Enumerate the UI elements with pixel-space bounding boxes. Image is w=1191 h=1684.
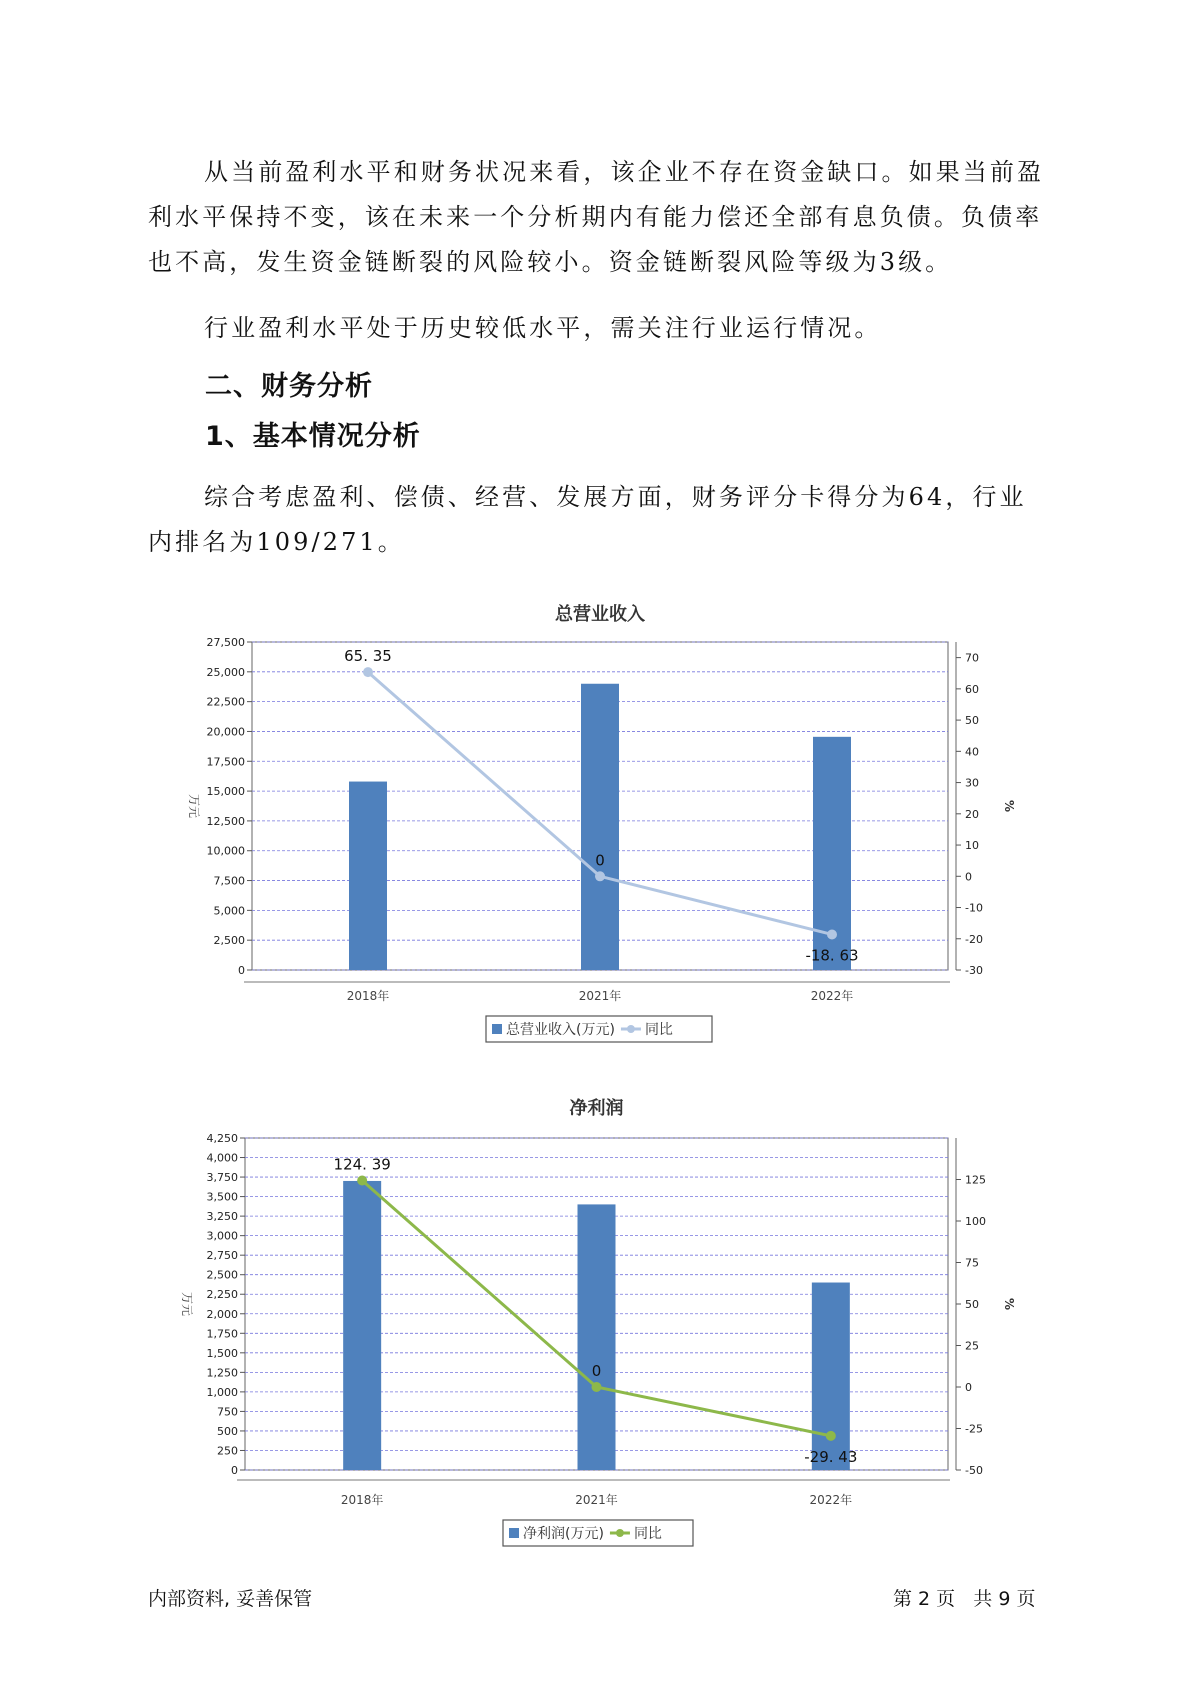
bar — [343, 1181, 381, 1470]
x-tick-label: 2021年 — [575, 1493, 618, 1507]
data-label: 0 — [591, 1362, 602, 1380]
y2-tick-label: 75 — [965, 1256, 979, 1270]
yoy-point — [827, 929, 837, 939]
y-tick-label: 3,000 — [206, 1229, 238, 1243]
y-tick-label: 12,500 — [206, 814, 245, 828]
y-tick-label: 1,000 — [206, 1385, 238, 1399]
bar — [578, 1204, 616, 1470]
y-tick-label: 2,000 — [206, 1307, 238, 1321]
y-tick-label: 250 — [217, 1444, 238, 1458]
legend-bar-label: 总营业收入(万元) — [506, 1022, 615, 1038]
y2-tick-label: 50 — [965, 714, 979, 728]
y2-tick-label: -30 — [965, 964, 983, 977]
chart-title: 净利润 — [569, 1098, 624, 1119]
y-tick-label: 2,250 — [206, 1288, 238, 1302]
y-tick-label: 1,250 — [206, 1366, 238, 1380]
net-profit-chart — [0, 1090, 1191, 1560]
x-tick-label: 2022年 — [809, 1493, 853, 1507]
y-tick-label: 20,000 — [206, 725, 245, 739]
y2-axis-title: % — [1002, 1297, 1016, 1311]
x-tick-label: 2018年 — [340, 1493, 384, 1507]
footer-page-number: 第 2 页 共 9 页 — [893, 1588, 1036, 1610]
y-tick-label: 2,500 — [213, 934, 245, 948]
y2-tick-label: 70 — [965, 651, 979, 665]
x-tick-label: 2022年 — [810, 989, 854, 1003]
y2-axis-title: % — [1002, 799, 1016, 813]
paragraph-risk: 从当前盈利水平和财务状况来看，该企业不存在资金缺口。如果当前盈利水平保持不变，该在未来一个分析期内有能力偿还全部有息负债。负债率也不高，发生资金链断裂的风险较小。资金链断裂风险等级为3级。 — [148, 158, 1045, 276]
y2-tick-label: 0 — [965, 870, 972, 884]
data-label: 65. 35 — [344, 647, 392, 666]
y-axis-title: 万元 — [180, 1291, 194, 1317]
y-tick-label: 7,500 — [213, 874, 245, 888]
y2-tick-label: 60 — [965, 682, 979, 696]
data-label: 124. 39 — [333, 1155, 391, 1174]
yoy-point — [592, 1382, 602, 1392]
legend-line-label: 同比 — [644, 1022, 673, 1038]
yoy-point — [363, 667, 373, 677]
y2-tick-label: -25 — [965, 1422, 983, 1436]
bar — [812, 1283, 850, 1470]
y-tick-label: 750 — [217, 1405, 238, 1419]
yoy-point — [595, 871, 605, 881]
y-tick-label: 15,000 — [206, 785, 245, 799]
y2-tick-label: 10 — [965, 839, 979, 853]
y-tick-label: 25,000 — [206, 665, 245, 679]
y2-tick-label: 125 — [965, 1173, 986, 1187]
legend-line-marker — [616, 1529, 624, 1537]
y-axis-title: 万元 — [187, 793, 201, 819]
y-tick-label: 27,500 — [206, 636, 245, 649]
y2-tick-label: 25 — [965, 1339, 979, 1353]
x-tick-label: 2018年 — [346, 989, 390, 1003]
y-tick-label: 1,500 — [206, 1346, 238, 1360]
subsection-heading: 1、基本情况分析 — [205, 421, 421, 452]
yoy-point — [357, 1176, 367, 1186]
y-tick-label: 0 — [238, 964, 245, 977]
legend-line-label: 同比 — [633, 1526, 662, 1542]
y-tick-label: 1,750 — [206, 1327, 238, 1341]
y2-tick-label: -20 — [965, 932, 983, 946]
y-tick-label: 2,500 — [206, 1268, 238, 1282]
y-tick-label: 3,250 — [206, 1210, 238, 1224]
y-tick-label: 0 — [231, 1464, 238, 1477]
y2-tick-label: 20 — [965, 807, 979, 821]
chart-title: 总营业收入 — [555, 604, 645, 625]
revenue-chart — [0, 590, 1191, 1050]
y-tick-label: 22,500 — [206, 695, 245, 709]
bar — [349, 782, 387, 970]
y2-tick-label: 0 — [965, 1381, 972, 1394]
legend-bar-label: 净利润(万元) — [523, 1526, 604, 1542]
y-tick-label: 3,500 — [206, 1190, 238, 1204]
footer-confidential: 内部资料, 妥善保管 — [148, 1588, 313, 1610]
legend-bar-swatch — [492, 1024, 502, 1034]
y2-tick-label: 50 — [965, 1298, 979, 1311]
yoy-point — [826, 1431, 836, 1441]
y-tick-label: 17,500 — [206, 755, 245, 769]
y-tick-label: 3,750 — [206, 1171, 238, 1185]
bar — [581, 684, 619, 970]
y2-tick-label: 40 — [965, 745, 979, 759]
data-label: -18. 63 — [805, 946, 859, 965]
y2-tick-label: 30 — [965, 776, 979, 790]
x-tick-label: 2021年 — [578, 989, 622, 1003]
y-tick-label: 2,750 — [206, 1249, 238, 1263]
y2-tick-label: -10 — [965, 901, 983, 915]
legend-line-marker — [627, 1025, 635, 1033]
data-label: 0 — [595, 851, 605, 870]
legend-bar-swatch — [509, 1528, 519, 1538]
y2-tick-label: -50 — [965, 1464, 983, 1477]
paragraph-industry: 行业盈利水平处于历史较低水平，需关注行业运行情况。 — [204, 314, 882, 342]
y-tick-label: 5,000 — [213, 904, 245, 918]
section-heading: 二、财务分析 — [205, 371, 373, 402]
y-tick-label: 500 — [217, 1424, 238, 1438]
y-tick-label: 10,000 — [206, 844, 245, 858]
data-label: -29. 43 — [804, 1447, 858, 1466]
y2-tick-label: 100 — [965, 1215, 986, 1228]
paragraph-summary: 综合考虑盈利、偿债、经营、发展方面，财务评分卡得分为64，行业内排名为109/271。 — [148, 483, 1027, 556]
y-tick-label: 4,250 — [206, 1132, 238, 1145]
y-tick-label: 4,000 — [206, 1151, 238, 1165]
